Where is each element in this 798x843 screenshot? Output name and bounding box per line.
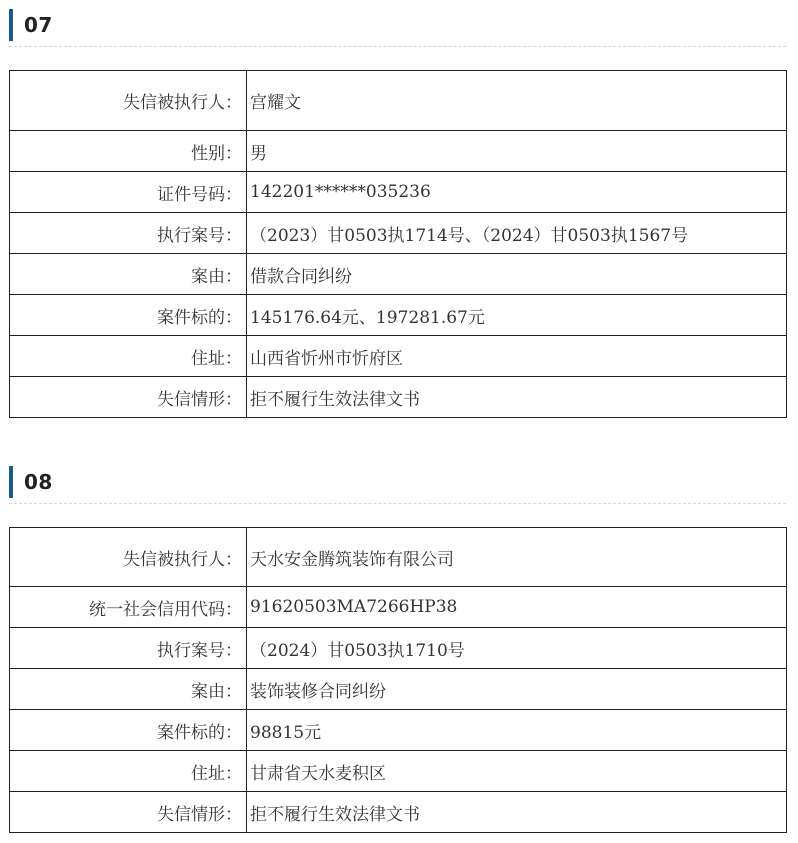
field-value: 拒不履行生效法律文书 xyxy=(247,792,787,833)
field-value: 山西省忻州市忻府区 xyxy=(247,336,787,377)
table-row xyxy=(10,213,787,254)
table-row xyxy=(10,172,787,213)
section-header xyxy=(9,0,786,38)
debtor-info-table xyxy=(9,527,787,833)
field-value: 借款合同纠纷 xyxy=(247,254,787,295)
field-value: 142201******035236 xyxy=(247,172,787,213)
section-number: 08 xyxy=(24,470,53,494)
field-label: 统一社会信用代码： xyxy=(10,587,247,628)
table-row xyxy=(10,295,787,336)
field-value: 拒不履行生效法律文书 xyxy=(247,377,787,418)
section-divider xyxy=(9,503,786,504)
field-label: 失信被执行人： xyxy=(10,528,247,587)
field-value: 91620503MA7266HP38 xyxy=(247,587,787,628)
table-row xyxy=(10,131,787,172)
field-value: 装饰装修合同纠纷 xyxy=(247,669,787,710)
field-label: 执行案号： xyxy=(10,628,247,669)
field-label: 证件号码： xyxy=(10,172,247,213)
section-number: 07 xyxy=(24,13,53,37)
field-value: 天水安金腾筑装饰有限公司 xyxy=(247,528,787,587)
table-row xyxy=(10,792,787,833)
table-row xyxy=(10,377,787,418)
table-row xyxy=(10,71,787,131)
table-row xyxy=(10,751,787,792)
table-row xyxy=(10,710,787,751)
field-label: 性别： xyxy=(10,131,247,172)
field-label: 案件标的： xyxy=(10,710,247,751)
table-row xyxy=(10,669,787,710)
debtor-info-table xyxy=(9,70,787,418)
field-value: 宫耀文 xyxy=(247,71,787,131)
field-value: 甘肃省天水麦积区 xyxy=(247,751,787,792)
section-accent-bar xyxy=(9,466,13,498)
field-label: 失信情形： xyxy=(10,377,247,418)
table-row xyxy=(10,336,787,377)
table-row xyxy=(10,628,787,669)
field-label: 执行案号： xyxy=(10,213,247,254)
field-label: 失信被执行人： xyxy=(10,71,247,131)
field-label: 案件标的： xyxy=(10,295,247,336)
field-value: （2023）甘0503执1714号、（2024）甘0503执1567号 xyxy=(247,213,787,254)
table-row xyxy=(10,254,787,295)
field-value: 男 xyxy=(247,131,787,172)
field-value: （2024）甘0503执1710号 xyxy=(247,628,787,669)
table-row xyxy=(10,528,787,587)
field-label: 案由： xyxy=(10,254,247,295)
field-label: 住址： xyxy=(10,336,247,377)
field-label: 住址： xyxy=(10,751,247,792)
section-header xyxy=(9,457,786,495)
field-value: 145176.64元、197281.67元 xyxy=(247,295,787,336)
section-accent-bar xyxy=(9,9,13,41)
section-divider xyxy=(9,46,786,47)
table-row xyxy=(10,587,787,628)
field-label: 案由： xyxy=(10,669,247,710)
field-value: 98815元 xyxy=(247,710,787,751)
field-label: 失信情形： xyxy=(10,792,247,833)
